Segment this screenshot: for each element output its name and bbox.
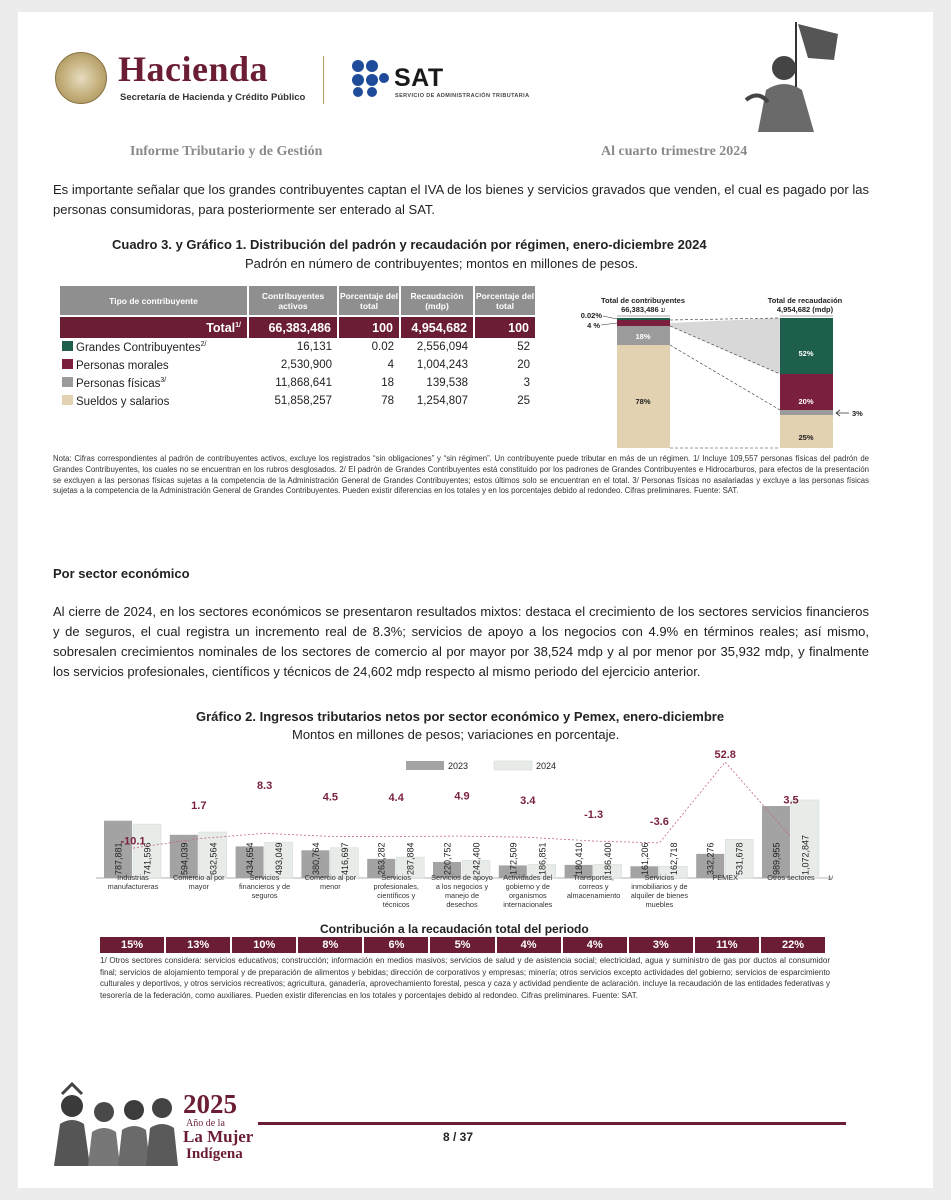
heroine-illustration-icon [738, 20, 842, 132]
table1-note: Nota: Cifras correspondientes al padrón de contribuyentes activos, excluye los registrados “sin obligaciones” y “sin régimen”. Un contribuyente puede tributar en más de un régimen. 1/ Incluye 109,557 personas físicas del padrón de Grandes Contribuyentes, los cuales no se encuentran en los rubros desglosados. 2/ El padrón de Grandes Contribuyentes está constituido por los padrones de Grandes Contribuyentes e Hidrocarburos, para efectos de la presentación se excluyen a las personas físicas sujetas a la competencia de la Administración General de Grandes Contribuyentes; estos últimos solo se encuentran en el total. 3/ Personas físicas no asalariadas y excluye a las personas físicas sujetas a la competencia de la Administración General de Grandes Contribuyentes. Pueden existir diferencias en los totales y en los porcentajes debido al redondeo. Cifras preliminares. Fuente: SAT. [53, 454, 869, 496]
row-label: Personas físicas$^{3/}$ [60, 374, 248, 392]
category-label: Comercio al por mayor [173, 873, 225, 891]
table-cell: 4 [387, 359, 394, 371]
bar-segment-grandes [780, 318, 833, 374]
pct-label: 52% [798, 349, 814, 358]
category-label: Transportes, correos y almacenamiento [566, 873, 621, 900]
legend-swatch-2024 [494, 761, 532, 770]
last-category-note: 1/ [828, 876, 834, 882]
row-label: Grandes Contribuyentes$^{2/}$ [60, 338, 248, 356]
total-label: Total$^{1/}$ [60, 316, 248, 338]
legend-label: 2024 [536, 761, 557, 771]
sat-logo-text: SAT [394, 64, 444, 92]
table1-caption: Cuadro 3. y Gráfico 1. Distribución del padrón y recaudación por régimen, enero-diciembre 2024 [112, 237, 707, 252]
bar-value-label: 416,697 [339, 842, 350, 875]
table-total-row [60, 316, 536, 338]
table-row [60, 374, 536, 392]
variation-label: 1.7 [191, 799, 207, 812]
report-title: Informe Tributario y de Gestión [130, 144, 323, 159]
table-cell: 11,868,641 [275, 377, 332, 389]
category-label: Servicios inmobiliarios y de alquiler de bienes muebles [630, 873, 688, 909]
pct-label: 3% [852, 409, 863, 418]
distribution-chart [555, 282, 863, 448]
table-header: Contribuyentes activos [248, 286, 338, 316]
table-cell: 0.02 [371, 341, 394, 353]
table-cell: 2,556,094 [416, 341, 468, 353]
pct-label: 0.02% [580, 311, 602, 320]
row-label: Sueldos y salarios [60, 392, 248, 410]
variation-label: -3.6 [649, 815, 669, 828]
contribution-cell: 22% [761, 937, 827, 953]
category-label: PEMEX [712, 873, 738, 882]
table-header: Recaudación (mdp) [400, 286, 474, 316]
table-row [60, 338, 536, 356]
table-row [60, 356, 536, 374]
arrow-icon [836, 410, 849, 416]
bar-value-label: 172,509 [508, 842, 519, 875]
bar-value-label: 162,718 [668, 842, 679, 875]
variation-label: 4.4 [388, 791, 404, 804]
table-row [60, 392, 536, 410]
contribution-row [100, 937, 827, 953]
bar-value-label: 787,881 [113, 842, 124, 875]
contribution-cell: 15% [100, 937, 166, 953]
chart1-left-title: Total de contribuyentes [600, 296, 686, 305]
table-header: Porcentaje del total [474, 286, 536, 316]
contribution-cell: 3% [629, 937, 695, 953]
table-cell: 52 [517, 341, 530, 353]
table-header: Tipo de contribuyente [60, 286, 248, 316]
hacienda-logo-text: Hacienda [118, 49, 269, 89]
legend-swatch-2023 [406, 761, 444, 770]
variation-label: 3.4 [520, 794, 536, 807]
bar-value-label: 180,410 [574, 842, 585, 875]
pct-label: 25% [798, 433, 814, 442]
sat-logo-icon [350, 58, 390, 98]
table-cell: 78 [381, 395, 394, 407]
bar-value-label: 287,884 [405, 842, 416, 875]
bar-value-label: 186,851 [537, 842, 548, 875]
chart1-right-value: 4,954,682 (mdp) [776, 305, 834, 314]
chart1-right-title: Total de recaudación [767, 296, 843, 305]
logo-divider [323, 56, 324, 104]
report-period: Al cuarto trimestre 2024 [601, 144, 748, 159]
bar-value-label: 531,678 [734, 842, 745, 875]
year-subtitle: Año de la [186, 1118, 225, 1129]
variation-label: 8.3 [256, 780, 273, 793]
table-cell: 51,858,257 [274, 395, 332, 407]
bar-value-label: 493,049 [274, 842, 285, 875]
hacienda-subtitle: Secretaría de Hacienda y Crédito Público [120, 92, 306, 103]
category-label: Otros sectores [767, 873, 815, 882]
bar-value-label: 741,596 [142, 842, 153, 875]
table-cell: 100 [474, 316, 536, 338]
table-cell: 100 [338, 316, 400, 338]
table-cell: 16,131 [296, 341, 332, 353]
category-label: Comercio al por menor [304, 873, 357, 891]
bar-value-label: 434,654 [245, 842, 256, 875]
pct-label: 20% [798, 397, 814, 406]
bar-value-label: 1,072,847 [800, 834, 811, 875]
table-cell: 1,004,243 [416, 359, 468, 371]
taxpayer-table [60, 286, 537, 410]
table-cell: 2,530,900 [280, 359, 332, 371]
variation-label: -10.1 [120, 835, 146, 848]
table-cell: 20 [517, 359, 530, 371]
national-seal-icon [55, 52, 107, 104]
row-label: Personas morales [60, 356, 248, 374]
chart2-note: 1/ Otros sectores considera: servicios educativos; construcción; información en medios masivos; servicios de salud y de asistencia social; electricidad, agua y suministro de gas por ductos al consumidor final; servicios de alojamiento temporal y de preparación de alimentos y bebidas; dirección de corporativos y empresas; minería; otros servicios excepto actividades del gobierno; servicios de esparcimiento culturales y deportivos, y otros servicios recreativos; agricultura, ganadería, aprovechamiento forestal, pesca y caza y actividad pendiente de aclaración. incluye la recaudación de las entidades federativas y tesorería de la federación, como auxiliares. Pueden existir diferencias en los totales y porcentajes debido al redondeo. Cifras preliminares. Fuente: SAT. [100, 956, 830, 1000]
category-label: Servicios profesionales, científicos y técnicos [373, 873, 419, 909]
bar-value-label: 989,955 [771, 842, 782, 875]
variation-label: 52.8 [714, 749, 736, 761]
legend-swatch [62, 395, 73, 405]
contribution-cell: 4% [563, 937, 629, 953]
bar-value-label: 594,039 [179, 842, 190, 875]
intro-paragraph: Es importante señalar que los grandes contribuyentes captan el IVA de los bienes y servicios gravados que venden, el cual es pagado por las personas consumidoras, para posteriormente ser enterado al SAT. [53, 182, 869, 217]
bar-value-label: 161,206 [639, 842, 650, 875]
contribution-cell: 8% [298, 937, 364, 953]
table-header: Porcentaje del total [338, 286, 400, 316]
category-label: Actividades del gobierno y de organismos internacionales [503, 873, 553, 909]
section-heading: Por sector económico [53, 566, 190, 581]
table-cell: 139,538 [426, 377, 468, 389]
table1-subcaption: Padrón en número de contribuyentes; montos en millones de pesos. [245, 256, 639, 271]
table-cell: 3 [523, 377, 530, 389]
contribution-cell: 6% [364, 937, 430, 953]
legend-swatch [62, 359, 73, 369]
table-header-row [60, 286, 536, 316]
bar-segment-fisicas [780, 410, 833, 415]
bar-value-label: 332,276 [705, 842, 716, 875]
bar-value-label: 380,764 [310, 842, 321, 875]
pct-label: 4 % [587, 321, 600, 330]
legend-swatch [62, 377, 73, 387]
table-cell: 18 [381, 377, 394, 389]
bar-segment-sueldos [780, 415, 833, 448]
bar-value-label: 220,752 [442, 842, 453, 875]
variation-label: 4.9 [454, 790, 470, 803]
chart1-left-value: 66,383,486 1/ [621, 305, 665, 314]
contribution-cell: 4% [497, 937, 563, 953]
chart2-subcaption: Montos en millones de pesos; variaciones en porcentaje. [292, 727, 620, 742]
bar-segment-grandes [617, 318, 670, 320]
variation-label: 4.5 [322, 791, 339, 804]
page-number: 8 / 37 [443, 1130, 474, 1144]
table-cell: 1,254,807 [416, 395, 468, 407]
chart2-caption: Gráfico 2. Ingresos tributarios netos por sector económico y Pemex, enero-diciembre [196, 709, 725, 724]
bar-value-label: 242,400 [471, 842, 482, 875]
legend-swatch [62, 341, 73, 351]
category-label: Servicios financieros y de seguros [239, 873, 291, 900]
contribution-cell: 13% [166, 937, 232, 953]
contribution-cell: 10% [232, 937, 298, 953]
indigenous-women-illustration-icon [42, 1080, 182, 1166]
year-theme-line1: La Mujer [183, 1127, 254, 1146]
variation-label: 3.5 [783, 794, 799, 807]
bar-value-label: 186,400 [603, 842, 614, 875]
footer-rule [258, 1122, 846, 1125]
year-theme-line2: Indígena [186, 1146, 243, 1162]
bar-value-label: 263,282 [376, 842, 387, 875]
flow-band [670, 318, 780, 374]
table-cell: 66,383,486 [248, 316, 338, 338]
category-label: Servicios de apoyo a los negocios y manejo de desechos [431, 873, 493, 909]
contribution-cell: 5% [430, 937, 496, 953]
variation-line [133, 762, 791, 848]
contribution-title: Contribución a la recaudación total del periodo [320, 922, 589, 936]
contribution-cell: 11% [695, 937, 761, 953]
table-cell: 4,954,682 [400, 316, 474, 338]
sector-paragraph: Al cierre de 2024, en los sectores económicos se presentaron resultados mixtos: destaca el crecimiento de los sectores servicios financieros y de seguros, el cual registra un incremento real de 8.3%; servicios de apoyo a los negocios con 4.9% en términos reales; así mismo, sobresalen crecimientos nominales de los sectores de comercio al por mayor por 38,524 mdp y al por menor por 35,932 mdp, y finalmente los servicios profesionales, científicos y técnicos de 24,602 mdp respecto al mismo periodo del ejercicio anterior. [53, 604, 869, 679]
pct-label: 78% [635, 397, 651, 406]
variation-label: -1.3 [584, 808, 604, 821]
bar-segment-morales [617, 320, 670, 326]
year-label: 2025 [183, 1089, 237, 1119]
legend-label: 2023 [448, 761, 469, 771]
bar-value-label: 632,564 [208, 842, 219, 875]
pct-label: 18% [635, 332, 651, 341]
category-label: Industrias manufactureras [107, 873, 159, 891]
sat-subtitle: SERVICIO DE ADMINISTRACIÓN TRIBUTARIA [395, 93, 530, 99]
table-cell: 25 [517, 395, 530, 407]
